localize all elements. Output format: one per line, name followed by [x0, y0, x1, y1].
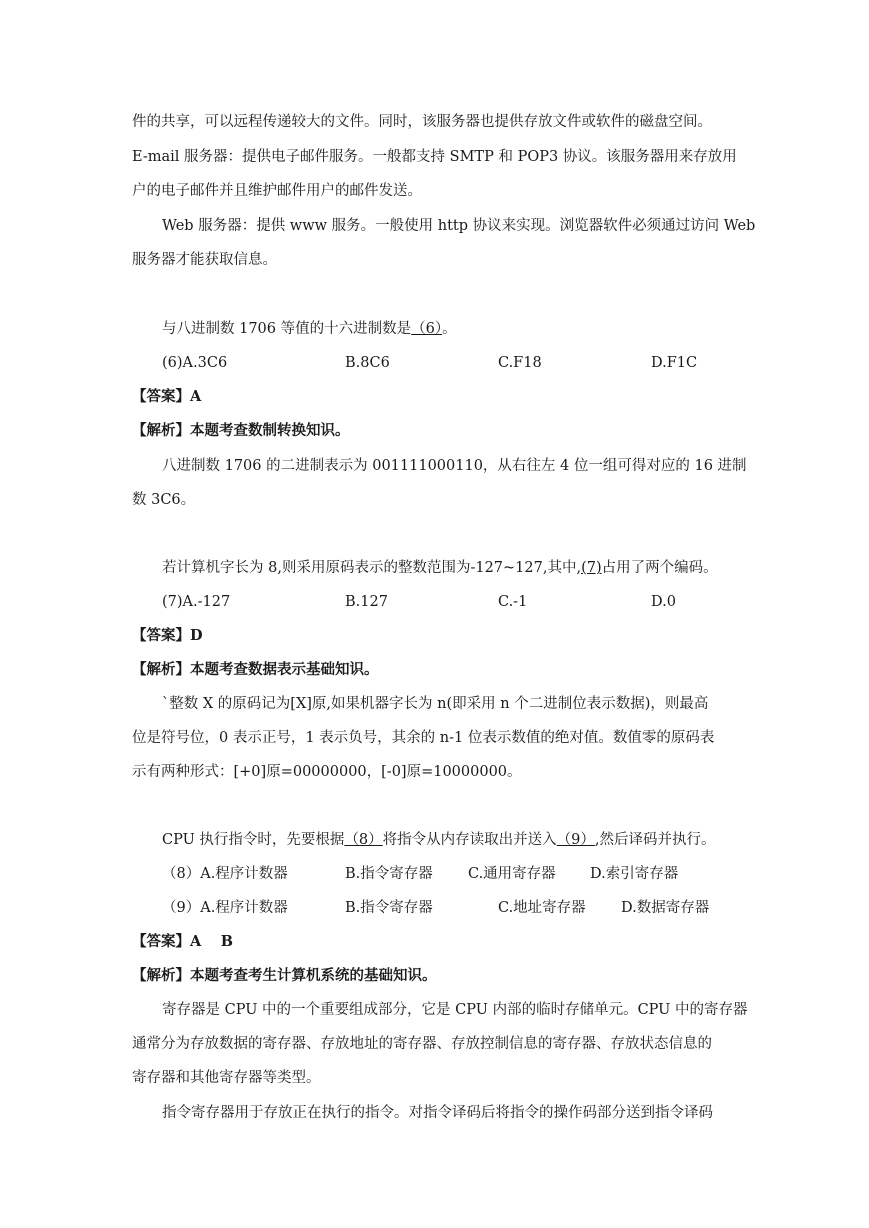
q9-option-c: C.地址寄存器	[498, 900, 586, 916]
q6-stem	[162, 319, 457, 339]
intro-line-1: 件的共享，可以远程传递较大的文件。同时，该服务器也提供存放文件或软件的磁盘空间。	[132, 114, 712, 130]
q6-blank: （6）	[411, 321, 443, 337]
q7-option-b: B.127	[345, 594, 388, 610]
q9-option-b: B.指令寄存器	[345, 900, 433, 916]
q9-option-a: （9）A.程序计数器	[162, 900, 288, 916]
q89-stem-text-1: CPU 执行指令时，先要根据	[162, 832, 345, 848]
q6-option-d: D.F1C	[651, 355, 698, 371]
q7-explanation-1: `整数 X 的原码记为[X]原,如果机器字长为 n(即采用 n 个二进制位表示数据)，则最高	[162, 696, 709, 712]
q89-explanation-3: 寄存器和其他寄存器等类型。	[132, 1070, 321, 1086]
intro-line-3: 户的电子邮件并且维护邮件用户的邮件发送。	[132, 183, 422, 199]
q7-option-c: C.-1	[498, 594, 528, 610]
q89-explanation-1: 寄存器是 CPU 中的一个重要组成部分，它是 CPU 内部的临时存储单元。CPU 中的寄存器	[162, 1002, 748, 1018]
q7-option-a: (7)A.-127	[162, 594, 231, 610]
q6-option-c: C.F18	[498, 355, 542, 371]
q89-analysis-heading: 【解析】本题考查考生计算机系统的基础知识。	[132, 967, 437, 984]
q7-stem-text: 若计算机字长为 8,则采用原码表示的整数范围为-127~127,其中,	[162, 560, 582, 576]
intro-line-4: Web 服务器：提供 www 服务。一般使用 http 协议来实现。浏览器软件必须通过访问 Web	[162, 218, 756, 234]
q8-option-b: B.指令寄存器	[345, 866, 433, 882]
q89-stem	[162, 830, 716, 850]
q89-stem-text-3: ,然后译码并执行。	[594, 832, 716, 848]
q6-explanation-1: 八进制数 1706 的二进制表示为 001111000110，从右往左 4 位一组可得对应的 16 进制	[162, 458, 747, 474]
q7-option-d: D.0	[651, 594, 676, 610]
q6-answer: 【答案】A	[132, 388, 202, 405]
intro-line-2: E-mail 服务器：提供电子邮件服务。一般都支持 SMTP 和 POP3 协议。该服务器用来存放用	[132, 149, 737, 165]
q7-analysis-heading: 【解析】本题考查数据表示基础知识。	[132, 661, 379, 678]
q9-option-d: D.数据寄存器	[621, 900, 710, 916]
q6-explanation-2: 数 3C6。	[132, 492, 196, 508]
q89-explanation-4: 指令寄存器用于存放正在执行的指令。对指令译码后将指令的操作码部分送到指令译码	[162, 1105, 713, 1121]
q89-answer: 【答案】A B	[132, 933, 234, 950]
q6-option-b: B.8C6	[345, 355, 390, 371]
q7-explanation-2: 位是符号位，0 表示正号，1 表示负号，其余的 n-1 位表示数值的绝对值。数值零的原码表	[132, 730, 715, 746]
q6-option-a: (6)A.3C6	[162, 355, 228, 371]
q8-option-d: D.索引寄存器	[590, 866, 679, 882]
q8-option-c: C.通用寄存器	[468, 866, 556, 882]
q7-explanation-3: 示有两种形式：[+0]原=00000000，[-0]原=10000000。	[132, 764, 522, 780]
q9-blank: （9）	[556, 832, 595, 848]
intro-line-5: 服务器才能获取信息。	[132, 252, 277, 268]
q7-blank: (7)	[581, 560, 602, 576]
q6-stem-end: 。	[442, 321, 457, 337]
q8-blank: （8）	[344, 832, 383, 848]
q7-stem	[162, 558, 718, 578]
q6-stem-text: 与八进制数 1706 等值的十六进制数是	[162, 321, 412, 337]
q89-explanation-2: 通常分为存放数据的寄存器、存放地址的寄存器、存放控制信息的寄存器、存放状态信息的	[132, 1036, 712, 1052]
q7-answer: 【答案】D	[132, 627, 203, 644]
q7-stem-end: 占用了两个编码。	[601, 560, 718, 576]
q6-analysis-heading: 【解析】本题考查数制转换知识。	[132, 422, 350, 439]
q8-option-a: （8）A.程序计数器	[162, 866, 288, 882]
q89-stem-text-2: 将指令从内存读取出并送入	[382, 832, 557, 848]
